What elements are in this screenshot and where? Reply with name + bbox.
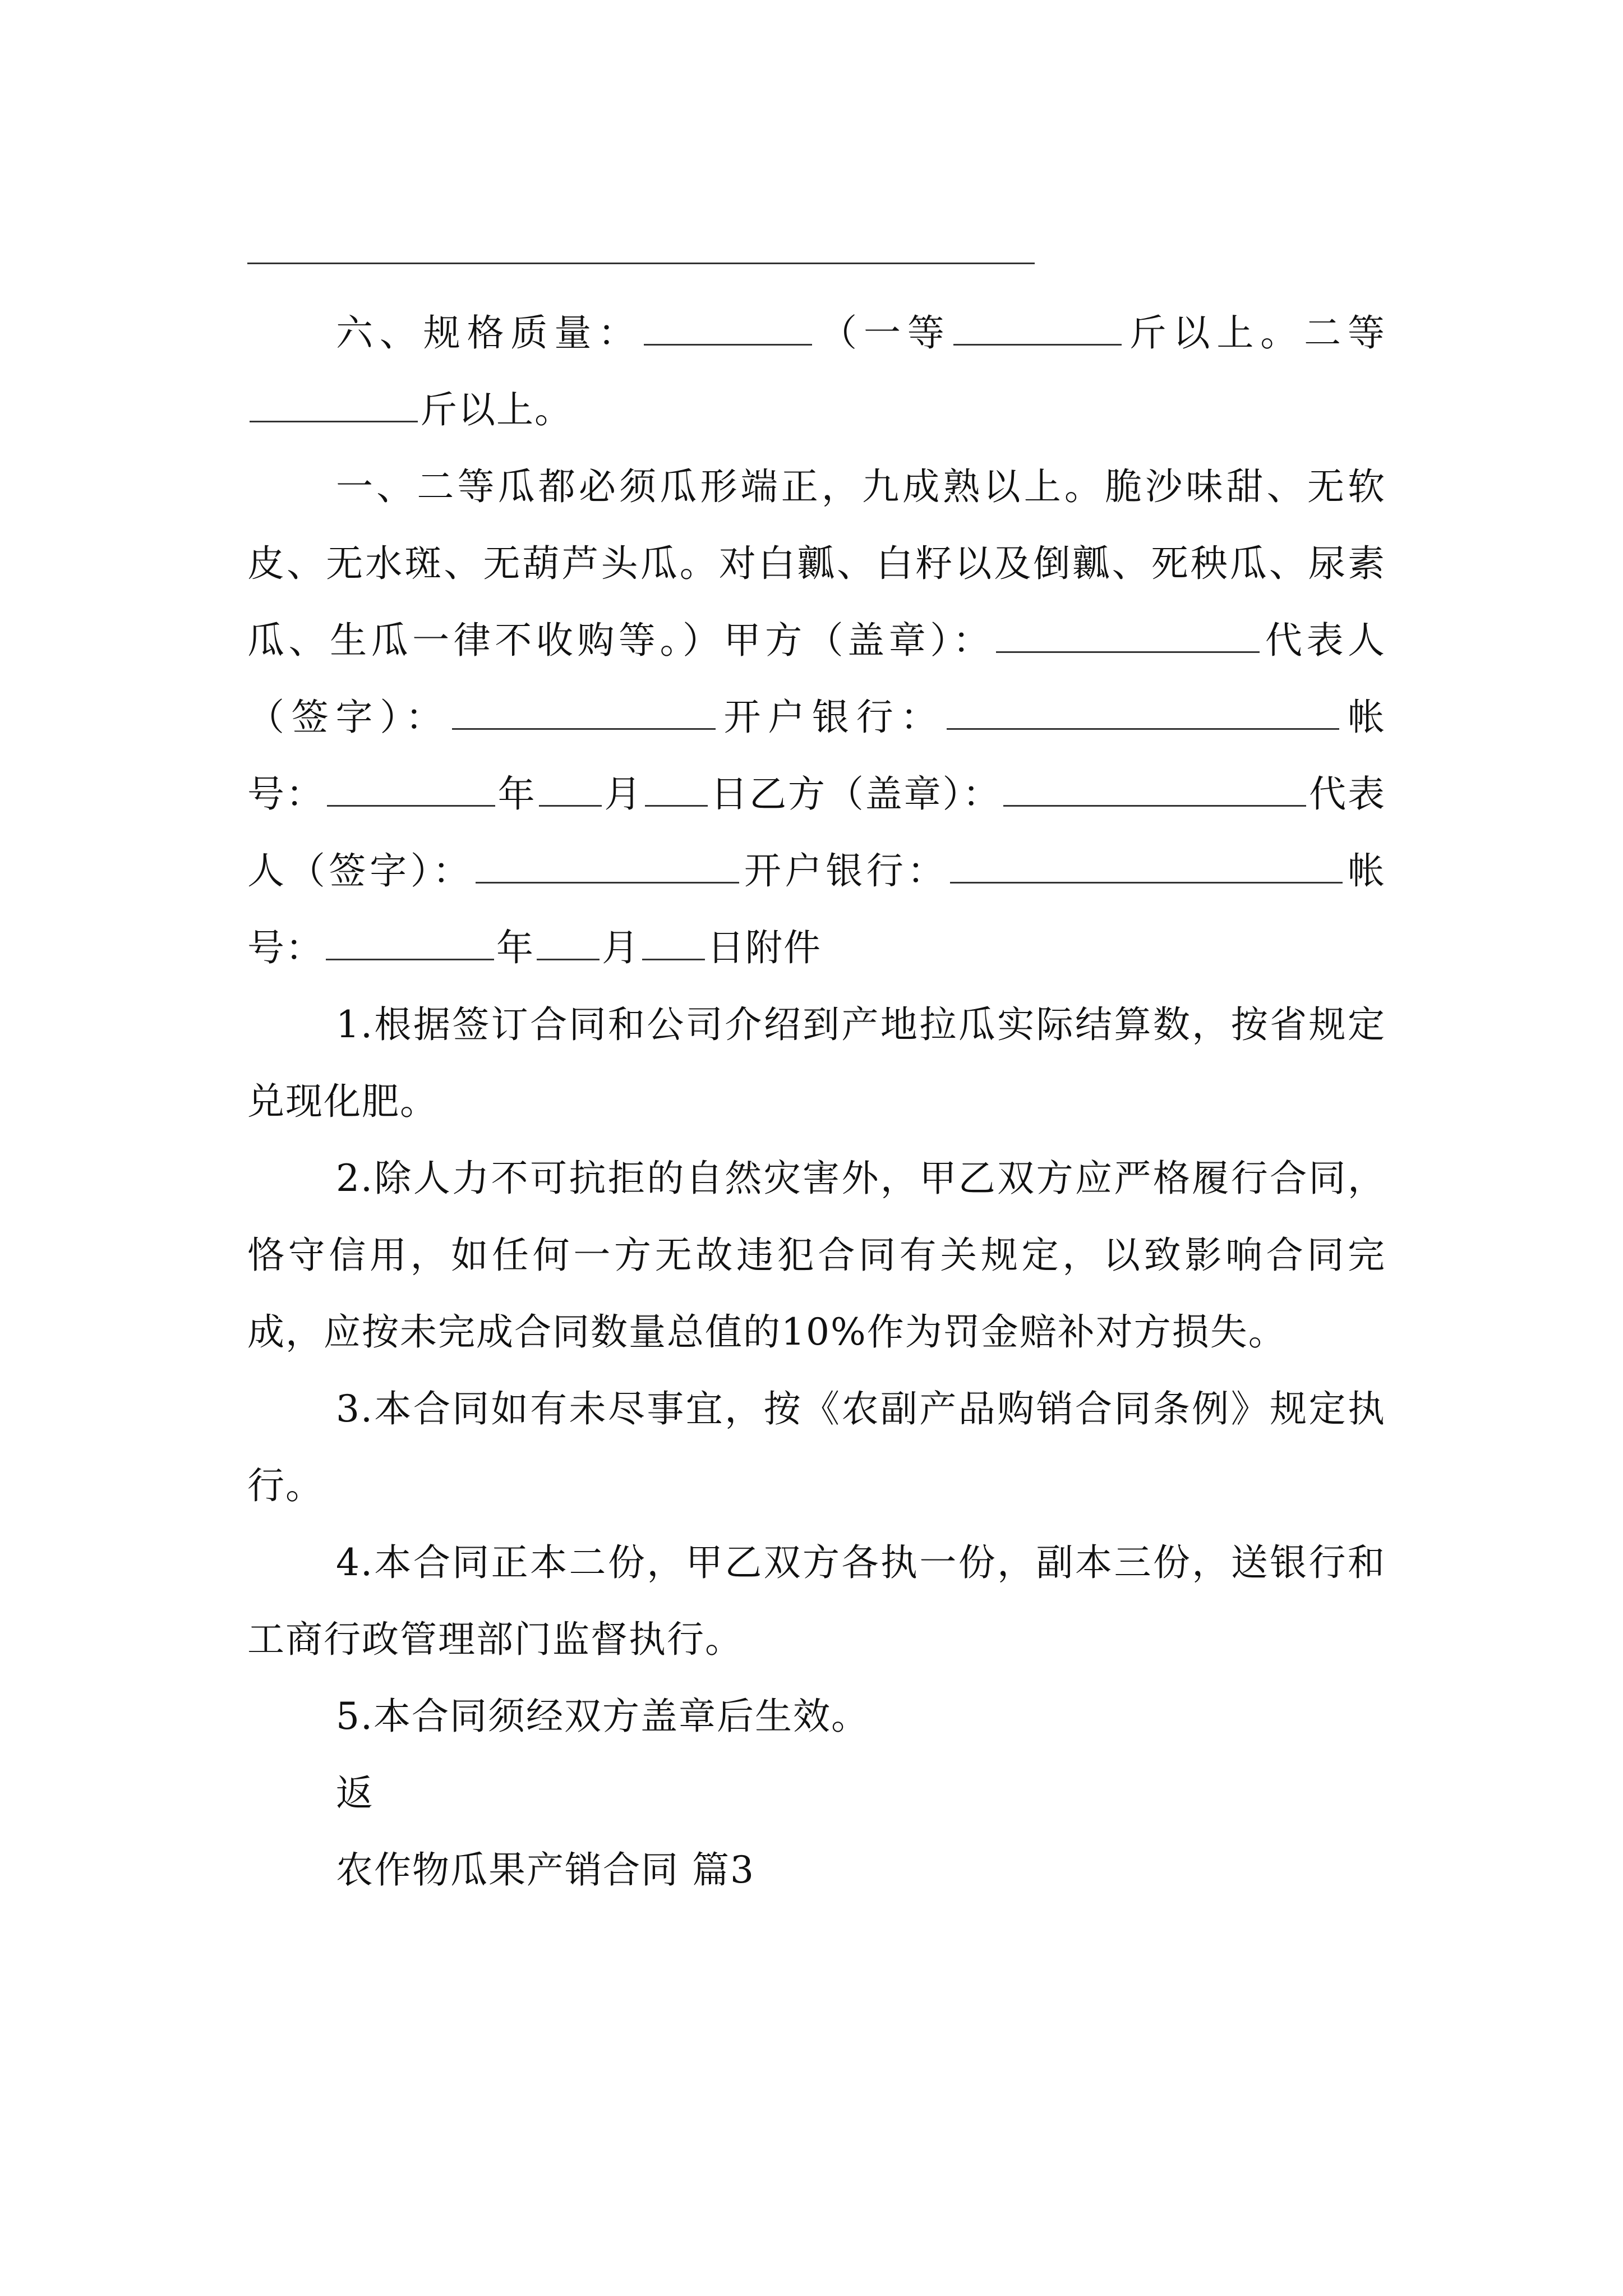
party-a-month-label: 月	[603, 772, 643, 816]
party-a-day-label: 日	[710, 772, 750, 816]
party-a-seal-blank[interactable]	[996, 616, 1260, 653]
party-b-year-label: 年	[496, 926, 534, 969]
party-b-bank-label: 开户银行：	[741, 849, 948, 892]
clause-1: 1.根据签订合同和公司介绍到产地拉瓜实际结算数，按省规定兑现化肥。	[247, 1003, 1386, 1123]
return-link[interactable]: 返	[336, 1772, 374, 1815]
party-b-seal-blank[interactable]	[1003, 770, 1306, 807]
party-b-day-blank[interactable]	[642, 923, 705, 960]
first-grade-blank[interactable]	[953, 309, 1122, 346]
party-b-day-label: 日	[707, 926, 745, 969]
clause-2: 2.除人力不可抗拒的自然灾害外，甲乙双方应严格履行合同，恪守信用，如任何一方无故违犯合同有关规定，以致影响合同完成，应按未完成合同数量总值的10%作为罚金赔补对方损失。	[247, 1157, 1386, 1354]
second-grade-blank[interactable]	[250, 385, 418, 422]
clause-3: 3.本合同如有未尽事宜，按《农副产品购销合同条例》规定执行。	[247, 1387, 1386, 1507]
second-grade-suffix: 斤以上。	[420, 388, 573, 431]
next-section-heading: 农作物瓜果产销合同 篇3	[336, 1848, 755, 1892]
party-a-month-blank[interactable]	[539, 770, 602, 807]
second-grade-label: 斤以上。二等	[1123, 311, 1386, 355]
attachment-label: 附件	[745, 926, 822, 969]
spec-quality-paragraph	[247, 295, 1386, 448]
party-b-rep-blank[interactable]	[476, 846, 739, 884]
clause-4: 4.本合同正本二份，甲乙双方各执一份，副本三份，送银行和工商行政管理部门监督执行。	[247, 1541, 1386, 1661]
party-b-month-label: 月	[602, 926, 640, 969]
party-b-bank-blank[interactable]	[950, 846, 1343, 884]
quality-requirements-text: 一、二等瓜都必须瓜形端正，九成熟以上。脆沙味甜、无软皮、无水斑、无葫芦头瓜。对白瓤、白籽以及倒瓤、死秧瓜、尿素瓜、生瓜一律不收购等。）甲方（盖章）：	[247, 465, 1386, 662]
document-body	[247, 295, 1386, 1908]
party-b-account-label: 帐号：	[247, 849, 1386, 969]
spec-quality-blank[interactable]	[644, 309, 812, 346]
party-a-year-label: 年	[497, 772, 537, 816]
party-a-day-blank[interactable]	[645, 770, 708, 807]
header-rule	[247, 263, 1035, 264]
party-b-account-blank[interactable]	[326, 923, 494, 960]
spec-quality-label: 六、规格质量：	[336, 311, 642, 355]
party-b-rep-label: 代表人（签字）：	[247, 772, 1386, 892]
signature-paragraph	[247, 448, 1386, 986]
party-a-account-label: 帐号：	[247, 696, 1386, 816]
party-b-month-blank[interactable]	[537, 923, 600, 960]
party-a-rep-label: 代表人（签字）：	[247, 619, 1386, 739]
party-a-account-blank[interactable]	[327, 770, 495, 807]
party-a-rep-blank[interactable]	[452, 693, 716, 730]
party-b-seal-label: 乙方（盖章）：	[749, 772, 1002, 816]
clause-5: 5.本合同须经双方盖章后生效。	[336, 1695, 869, 1738]
first-grade-label: （一等	[814, 311, 951, 355]
party-a-bank-label: 开户银行：	[717, 696, 945, 739]
party-a-bank-blank[interactable]	[947, 693, 1339, 730]
